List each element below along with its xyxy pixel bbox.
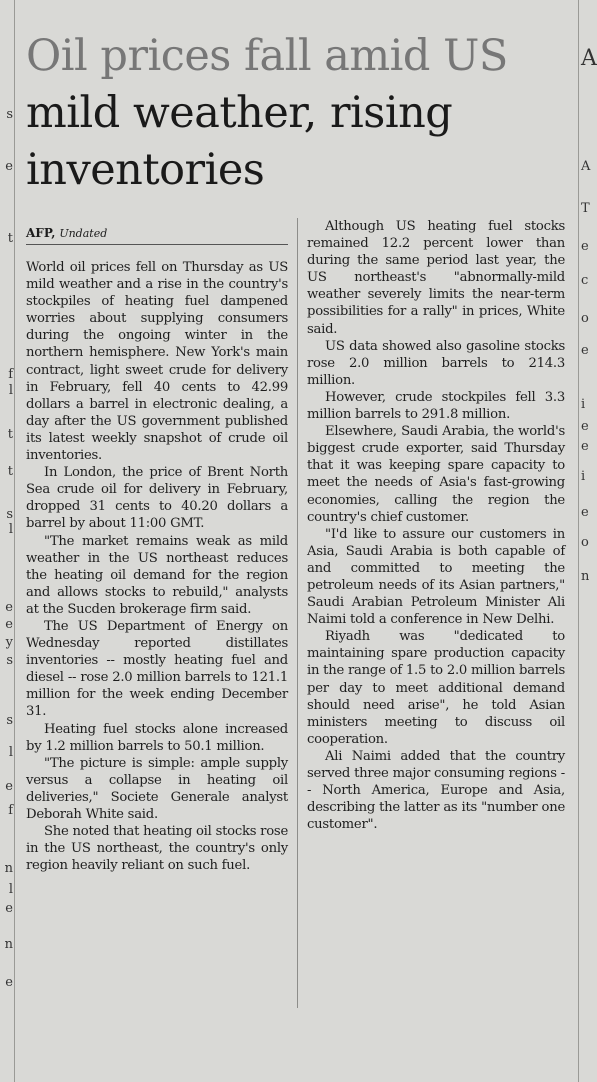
margin-fragment: s [6,713,13,728]
margin-fragment: s [6,107,13,122]
margin-fragment: t [7,427,13,442]
margin-fragment: t [7,231,13,246]
margin-fragment: e [5,779,13,794]
margin-fragment: c [581,273,589,288]
paragraph: In London, the price of Brent North Sea crude oil for delivery in February, dropped 31 cents to 40.20 dollars a barrel by about 11:00 GMT. [26,465,288,532]
paragraph: Ali Naimi added that the country served three major consuming regions -- North America, Europe and Asia, describing the latter as its "number one customer". [307,748,565,833]
margin-fragment: n [4,861,13,876]
byline-rule [26,244,288,245]
paragraph: The US Department of Energy on Wednesday reported distillates inventories -- mostly heating fuel and diesel -- rose 2.0 million barrels to 121.1 million for the week ending December 31. [26,618,288,720]
headline-line: inventories [26,145,265,195]
margin-fragment: T [581,201,590,216]
margin-fragment: t [7,464,13,479]
margin-fragment: l [8,882,13,897]
margin-fragment: e [581,239,589,254]
margin-fragment: i [581,469,586,484]
margin-fragment: l [8,745,13,760]
headline-line: Oil prices fall amid US [26,31,508,81]
margin-fragment: e [5,901,13,916]
paragraph: She noted that heating oil stocks rose in the US northeast, the country's only region heavily reliant on such fuel. [26,824,288,874]
paragraph: Heating fuel stocks alone increased by 1.2 million barrels to 50.1 million. [26,721,288,754]
margin-fragment: f [8,803,13,818]
margin-fragment: e [5,159,13,174]
margin-fragment: y [5,635,13,650]
margin-fragment: i [581,397,586,412]
margin-fragment: e [5,600,13,615]
margin-fragment: e [581,505,589,520]
news-agency: AFP, [26,226,56,240]
margin-fragment: A [581,159,591,174]
adjacent-column-right-clipped [578,0,597,1082]
margin-fragment: o [581,311,589,326]
paragraph: Elsewhere, Saudi Arabia, the world's biggest crude exporter, said Thursday that it was keeping spare capacity to meet the needs of Asia's fast-growing economies, calling the region the country's chief customer. [307,424,565,525]
margin-fragment: s [6,507,13,522]
margin-fragment: e [5,617,13,632]
margin-fragment: o [581,535,589,550]
paragraph: "The picture is simple: ample supply versus a collapse in heating oil deliveries," Societe Generale analyst Deborah White said. [26,755,288,822]
column-divider [297,218,298,1008]
paragraph: Although US heating fuel stocks remained 12.2 percent lower than during the same period last year, the US northeast's "abnormally-mild weather severely limits the near-term possibilities for a rally" in prices, White said. [307,219,565,337]
headline-line: mild weather, rising [26,88,453,138]
byline [26,226,288,241]
margin-fragment: f [8,367,13,382]
paragraph: "The market remains weak as mild weather in the US northeast reduces the heating oil demand for the region and allows stocks to rebuild," analysts at the Sucden brokerage firm said. [26,533,288,617]
article-column-1 [26,259,288,874]
margin-fragment: s [6,653,13,668]
paragraph: US data showed also gasoline stocks rose 2.0 million barrels to 214.3 million. [307,338,565,388]
margin-fragment: n [581,569,590,584]
adjacent-column-left-clipped [0,0,15,1082]
paragraph: "I'd like to assure our customers in Asia, Saudi Arabia is both capable of and committed to meeting the petroleum needs of its Asian partners," Saudi Arabian Petroleum Minister Ali Naimi told a conference in New Delhi. [307,526,565,628]
margin-fragment: e [581,439,589,454]
margin-fragment: l [8,383,13,398]
margin-fragment: e [581,343,589,358]
article-headline [26,28,576,199]
margin-fragment: l [8,522,13,537]
margin-fragment: e [581,419,589,434]
paragraph: World oil prices fell on Thursday as US mild weather and a rise in the country's stockpiles of heating fuel dampened worries about supplying consumers during the ongoing winter in the northern hemisphere. New York's main contract, light sweet crude for delivery in February, fell 40 cents to 42.99 dollars a barrel in electronic dealing, a day after the US government published its latest weekly snapshot of crude oil inventories. [26,260,288,464]
margin-fragment: e [5,975,13,990]
margin-fragment: n [4,937,13,952]
paragraph: Riyadh was "dedicated to maintaining spare production capacity in the range of 1.5 to 2.0 million barrels per day to meet additional demand should need arise", he told Asian ministers meeting to discuss oil cooperation. [307,629,565,747]
margin-fragment: A [581,46,597,71]
article-column-2 [307,218,565,833]
paragraph: However, crude stockpiles fell 3.3 million barrels to 291.8 million. [307,389,565,423]
dateline: Undated [59,227,108,240]
